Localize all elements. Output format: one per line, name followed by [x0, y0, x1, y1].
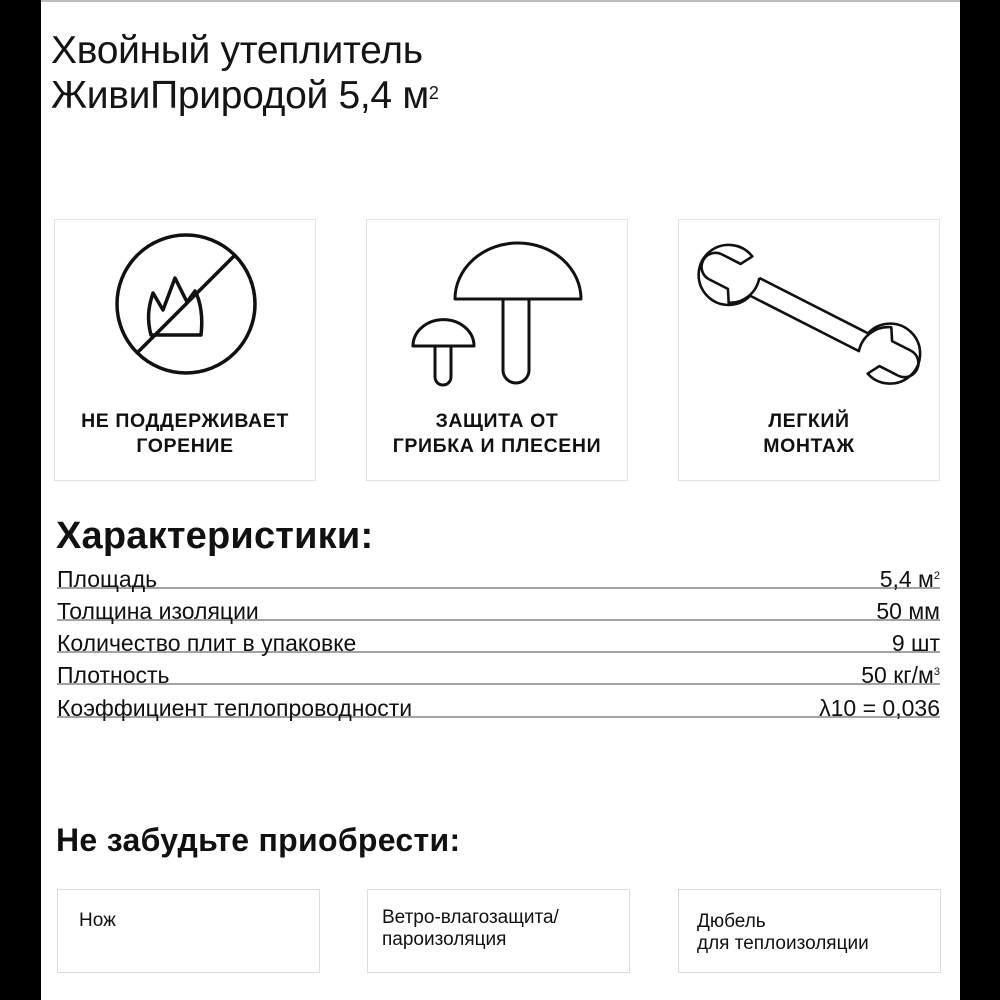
- spec-value: λ10 = 0,036: [819, 695, 940, 721]
- also-buy-item-dowel[interactable]: [678, 889, 941, 973]
- product-title-line1: Хвойный утеплитель: [51, 29, 423, 72]
- product-title: [51, 28, 439, 118]
- feature-card-fungus-protection: [366, 219, 628, 481]
- feature-card-no-fire: [54, 219, 316, 481]
- characteristics-heading: Характеристики:: [56, 515, 374, 557]
- spec-name: Количество плит в упаковке: [57, 630, 357, 656]
- also-buy-item-vapor-barrier[interactable]: [367, 889, 630, 973]
- also-buy-heading: Не забудьте приобрести:: [56, 822, 461, 858]
- spec-name: Площадь: [57, 566, 158, 592]
- also-buy-item-label: Дюбель для теплоизоляции: [697, 911, 869, 954]
- spec-value: 5,4 $м^2$: [879, 566, 940, 592]
- spec-name: Плотность: [57, 662, 170, 688]
- spec-value: 50 мм: [876, 598, 940, 624]
- product-title-line2: ЖивиПриродой 5,4 $м^2$: [51, 74, 439, 117]
- spec-value: 50 $кг/м^3$: [861, 662, 940, 688]
- spec-row-quantity: [57, 621, 940, 656]
- spec-name: Толщина изоляции: [57, 598, 259, 624]
- also-buy-item-knife[interactable]: [57, 889, 320, 973]
- also-buy-item-label: Ветро-влагозащита/ пароизоляция: [382, 907, 559, 950]
- spec-value: 9 шт: [891, 630, 940, 656]
- superscript: 2: [428, 83, 439, 103]
- spec-row-density: [57, 653, 940, 688]
- feature-label: ЛЕГКИЙ МОНТАЖ: [763, 410, 855, 457]
- spec-row-area: [57, 557, 940, 592]
- spec-row-thermal-conductivity: [57, 686, 940, 721]
- also-buy-item-label: Нож: [79, 910, 116, 931]
- spec-row-thickness: [57, 589, 940, 624]
- product-info-sheet: [41, 0, 960, 1000]
- feature-label: ЗАЩИТА ОТ ГРИБКА И ПЛЕСЕНИ: [392, 410, 602, 457]
- feature-label: НЕ ПОДДЕРЖИВАЕТ ГОРЕНИЕ: [81, 410, 289, 457]
- spec-name: Коэффициент теплопроводности: [57, 695, 413, 721]
- feature-card-easy-install: [678, 219, 940, 481]
